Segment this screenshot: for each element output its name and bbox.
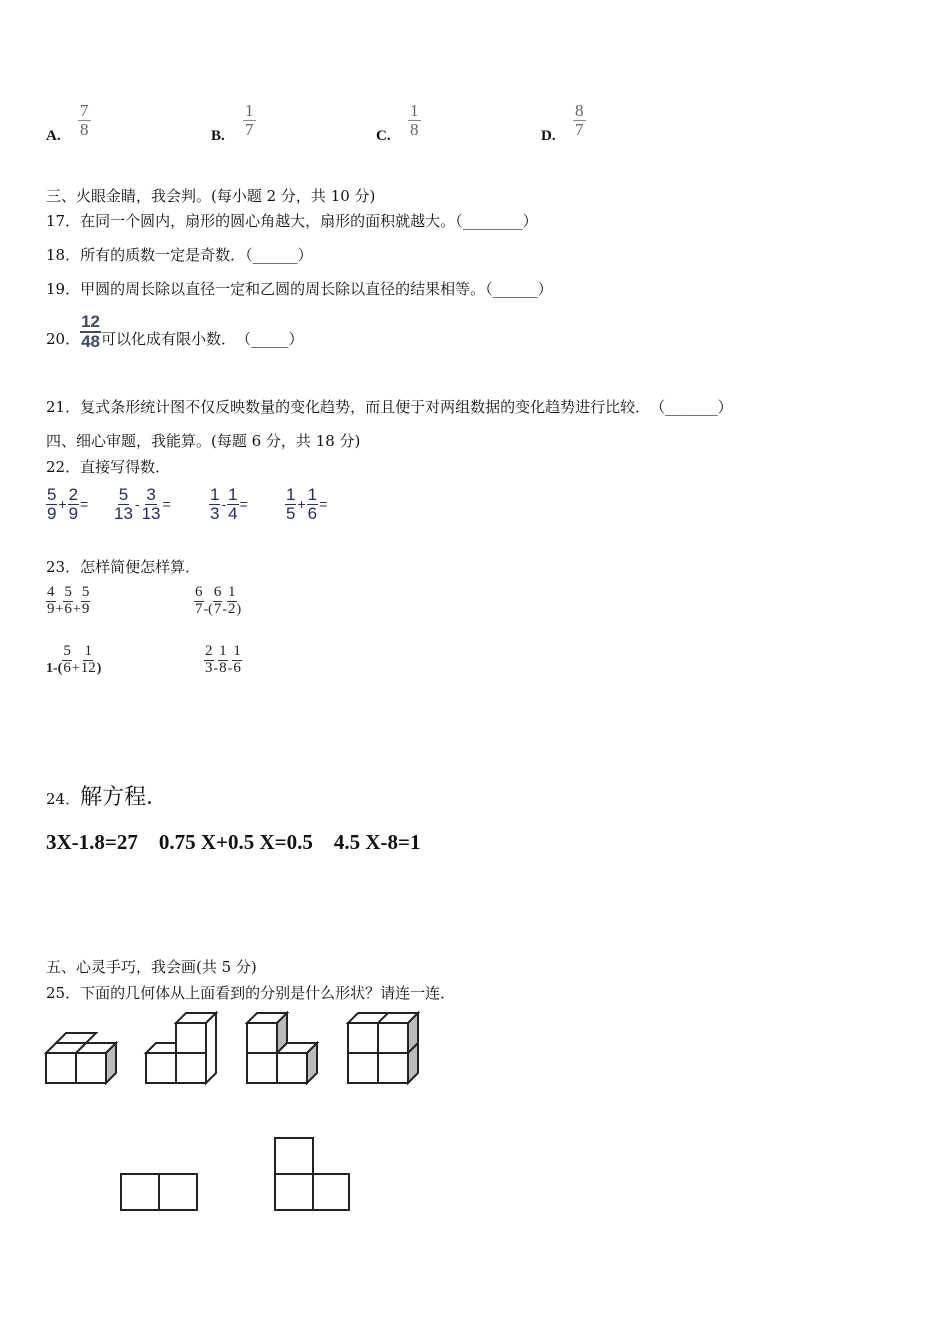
calc-item-4: $\frac{1}{5}$ + $\frac{1}{6}$ = <box>286 485 328 523</box>
simplify-item-3: 1-( $\frac{5}{6}$ + $\frac{1}{12}$ ) <box>46 643 102 676</box>
section-5-title: 五、心灵手巧，我会画(共 5 分) <box>46 958 257 976</box>
fraction: $\frac{12}{48}$ <box>81 312 101 351</box>
question-21: 21．复式条形统计图不仅反映数量的变化趋势，而且便于对两组数据的变化趋势进行比较． （_______） <box>46 398 733 416</box>
fraction: $\frac{7}{8}$ <box>80 101 89 139</box>
question-20: 20． $\frac{12}{48}$ 可以化成有限小数． （_____） <box>46 312 304 351</box>
cube-solid-3 <box>247 1013 317 1083</box>
top-views <box>115 1132 365 1217</box>
simplify-item-4: $\frac{2}{3}$ - $\frac{1}{8}$ - $\frac{1}{6}$ <box>205 643 241 676</box>
question-17: 17．在同一个圆内，扇形的圆心角越大，扇形的面积就越大。（________） <box>46 212 538 230</box>
equations: 3X-1.8=27 0.75 X+0.5 X=0.5 4.5 X-8=1 <box>46 830 421 854</box>
section-4-title: 四、细心审题，我能算。(每题 6 分，共 18 分) <box>46 432 361 450</box>
cube-solid-1 <box>46 1033 116 1083</box>
choice-label: A. <box>46 128 61 144</box>
choice-label: B. <box>211 128 225 144</box>
question-22: 22．直接写得数． <box>46 458 171 476</box>
choice-label: C. <box>376 128 391 144</box>
cube-solid-2 <box>146 1013 216 1083</box>
cube-solids <box>40 1008 430 1093</box>
simplify-item-1: $\frac{4}{9}$ + $\frac{5}{6}$ + $\frac{5}{9}$ <box>47 584 90 617</box>
top-view-2 <box>275 1138 349 1210</box>
choice-label: D. <box>541 128 556 144</box>
question-19: 19．甲圆的周长除以直径一定和乙圆的周长除以直径的结果相等。（______） <box>46 280 553 298</box>
fraction: $\frac{8}{7}$ <box>575 101 584 139</box>
question-25: 25．下面的几何体从上面看到的分别是什么形状？请连一连． <box>46 984 456 1002</box>
question-18: 18．所有的质数一定是奇数．（______） <box>46 246 313 264</box>
simplify-item-2: $\frac{6}{7}$ -( $\frac{6}{7}$ - $\frac{1}{2}$ ) <box>195 584 242 617</box>
calc-item-3: $\frac{1}{3}$ - $\frac{1}{4}$ = <box>210 485 248 523</box>
cube-solid-4 <box>348 1013 418 1083</box>
fraction: $\frac{1}{8}$ <box>410 101 419 139</box>
calc-item-2: $\frac{5}{13}$ - $\frac{3}{13}$ = <box>114 485 171 523</box>
top-view-1 <box>121 1174 197 1210</box>
calc-item-1: $\frac{5}{9}$ + $\frac{2}{9}$ = <box>47 485 89 523</box>
question-23: 23．怎样简便怎样算． <box>46 558 201 576</box>
section-3-title: 三、火眼金睛，我会判。(每小题 2 分，共 10 分) <box>46 187 376 205</box>
question-24: 24．解方程． <box>46 785 169 810</box>
fraction: $\frac{1}{7}$ <box>245 101 254 139</box>
